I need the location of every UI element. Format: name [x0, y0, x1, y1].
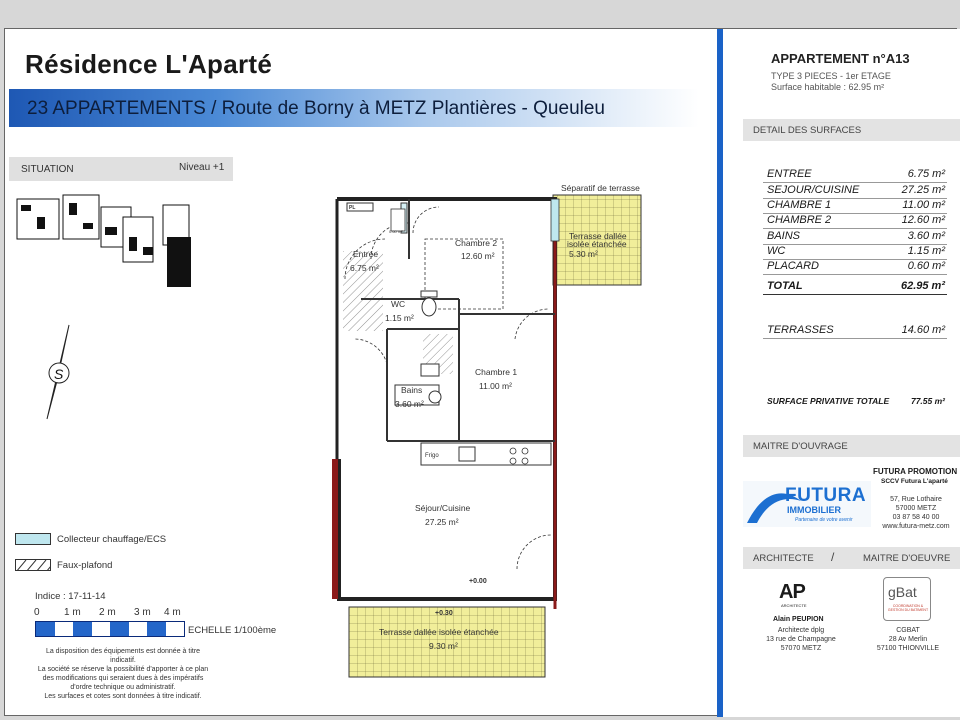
scale-label: ECHELLE 1/100ème [188, 625, 277, 636]
futura-logo [743, 481, 871, 527]
terrace-bottom-area: 9.30 m² [429, 641, 458, 651]
architect-address [751, 626, 851, 653]
surface-name: CHAMBRE 1 [767, 199, 832, 211]
futura-logo-text: FUTURA [785, 485, 867, 506]
owner-address [873, 495, 959, 531]
surface-total-row [763, 279, 947, 295]
architect-line: Architecte dplg [777, 627, 825, 634]
pl-label: PL [349, 205, 356, 211]
surface-name: ENTREE [767, 168, 812, 180]
disclaimer [33, 647, 213, 701]
disclaimer-line: La société se réserve la possibilité d'apporter à ce plan [37, 666, 209, 673]
disclaimer-line: des modifications qui seraient dues à des impératifs [42, 675, 204, 682]
terrace-bottom-name: Terrasse dallée isolée étanchée [379, 627, 499, 637]
compass [39, 321, 89, 431]
residence-title: Résidence L'Aparté [25, 49, 273, 79]
cgbat-logo [883, 577, 931, 621]
room-entree-name: Entrée [353, 249, 379, 259]
plan-sheet [4, 28, 957, 716]
disclaimer-line: Les surfaces et cotes sont données à titre indicatif. [44, 693, 202, 700]
scale-tick: 4 m [164, 607, 181, 618]
owner-address-line: 03 87 58 40 00 [892, 514, 940, 521]
owner-header [743, 435, 960, 457]
apartment-surface: Surface habitable : 62.95 m² [771, 82, 885, 92]
scale-tick: 3 m [134, 607, 151, 618]
room-wc-name: WC [391, 299, 406, 309]
surface-name: PLACARD [767, 260, 819, 272]
moe-line: 28 Av Merlin [888, 636, 928, 643]
surface-value: 6.75 m² [907, 168, 945, 180]
scale-tick: 1 m [64, 607, 81, 618]
separator-label: Séparatif de terrasse [561, 183, 640, 193]
situation-level: Niveau +1 [179, 162, 225, 173]
terraces-row [763, 323, 947, 339]
situation-bar [9, 157, 233, 181]
scale-tick: 2 m [99, 607, 116, 618]
moe-name: CGBAT [896, 627, 920, 634]
surface-row [763, 198, 947, 214]
surface-row [763, 213, 947, 229]
room-chambre1-name: Chambre 1 [475, 367, 518, 377]
scale-tick: 0 [34, 607, 40, 618]
surface-row [763, 259, 947, 275]
futura-logo-sub: IMMOBILIER [787, 505, 841, 515]
room-chambre1-area: 11.00 m² [479, 381, 512, 391]
architect-name: Alain PEUPION [773, 616, 824, 623]
disclaimer-line: d'ordre technique ou administratif. [70, 684, 176, 691]
frigo-label: Frigo [425, 453, 439, 459]
moe-header-label: MAITRE D'OEUVRE [863, 553, 951, 564]
surface-row [763, 244, 947, 260]
surfaces-header [743, 119, 960, 141]
room-sejour-name: Séjour/Cuisine [415, 503, 471, 513]
owner-company: FUTURA PROMOTION [873, 467, 958, 476]
room-wc-area: 1.15 m² [385, 313, 414, 323]
room-bains-area: 3.60 m² [395, 399, 424, 409]
terraces-name: TERRASSES [767, 324, 834, 336]
situation-label: SITUATION [21, 164, 74, 175]
surface-value: 3.60 m² [907, 230, 945, 242]
surface-row [763, 229, 947, 245]
subtitle-band [9, 89, 699, 127]
compass-letter: S [54, 366, 64, 382]
ap-logo: AP [779, 581, 805, 603]
collector-swatch [15, 533, 51, 545]
surface-row [763, 167, 947, 183]
surface-total-name: TOTAL [767, 280, 803, 292]
situation-map [13, 187, 203, 287]
surface-value: 0.60 m² [907, 260, 945, 272]
false-ceiling-legend: Faux-plafond [57, 560, 113, 571]
surface-value: 27.25 m² [901, 184, 945, 196]
scale-bar [35, 621, 185, 637]
disclaimer-line: La disposition des équipements est donnée à titre indicatif. [45, 648, 201, 664]
subtitle: 23 APPARTEMENTS / Route de Borny à METZ Plantières - Queuleu [27, 98, 605, 119]
cgbat-logo-text: gBat [888, 584, 917, 600]
private-total-value: 77.55 m² [910, 396, 945, 406]
room-chambre2-area: 12.60 m² [461, 251, 495, 261]
futura-logo-tag: Partenaire de votre avenir [795, 517, 853, 523]
surface-total-value: 62.95 m² [900, 280, 945, 292]
private-total-row [763, 395, 947, 411]
small-area-label: 0.60 m² [389, 229, 403, 234]
moe-line: 57100 THIONVILLE [876, 645, 940, 652]
surface-name: BAINS [767, 230, 801, 242]
room-bains-name: Bains [401, 385, 423, 395]
moe-address [863, 626, 953, 653]
owner-sccv: SCCV Futura L'aparté [881, 478, 948, 485]
terrace-top-area: 5.30 m² [569, 249, 598, 259]
private-total-name: SURFACE PRIVATIVE TOTALE [767, 396, 890, 406]
apartment-type: TYPE 3 PIECES - 1er ETAGE [771, 71, 891, 81]
collector-legend: Collecteur chauffage/ECS [57, 534, 167, 545]
architect-line: 57070 METZ [780, 645, 822, 652]
room-chambre2-name: Chambre 2 [455, 238, 498, 248]
level-1: +0.30 [435, 610, 453, 617]
surfaces-header-label: DETAIL DES SURFACES [753, 125, 862, 136]
cgbat-logo-sub: COORDINATION & GESTION DU BATIMENT [887, 604, 929, 612]
owner-header-label: MAITRE D'OUVRAGE [753, 441, 848, 452]
architect-line: 13 rue de Champagne [766, 636, 836, 643]
ap-logo-sub: ARCHITECTE [781, 603, 807, 608]
terrace-top-name2: isolée étanchée [567, 239, 627, 249]
surface-name: WC [767, 245, 786, 257]
apartment-title: APPARTEMENT n°A13 [771, 51, 910, 66]
info-panel [717, 29, 960, 717]
floor-plan [325, 159, 655, 694]
surface-value: 12.60 m² [901, 214, 945, 226]
architect-header-label: ARCHITECTE [753, 553, 814, 564]
surface-row [763, 183, 947, 199]
architect-header [743, 547, 960, 569]
surface-value: 1.15 m² [907, 245, 945, 257]
index-label: Indice : 17-11-14 [35, 591, 106, 602]
false-ceiling-swatch [15, 559, 51, 571]
owner-address-line: 57000 METZ [895, 505, 937, 512]
architect-header-sep: / [831, 550, 835, 564]
room-sejour-area: 27.25 m² [425, 517, 459, 527]
terraces-value: 14.60 m² [901, 324, 945, 336]
level-0: +0.00 [469, 578, 487, 585]
terrace-top-name1: Terrasse dallée [569, 231, 627, 241]
surface-name: CHAMBRE 2 [767, 214, 832, 226]
room-entree-area: 6.75 m² [350, 263, 379, 273]
owner-address-line: www.futura-metz.com [882, 523, 950, 530]
surface-value: 11.00 m² [902, 199, 945, 211]
surface-name: SEJOUR/CUISINE [767, 184, 860, 196]
owner-address-line: 57, Rue Lothaire [890, 496, 942, 503]
